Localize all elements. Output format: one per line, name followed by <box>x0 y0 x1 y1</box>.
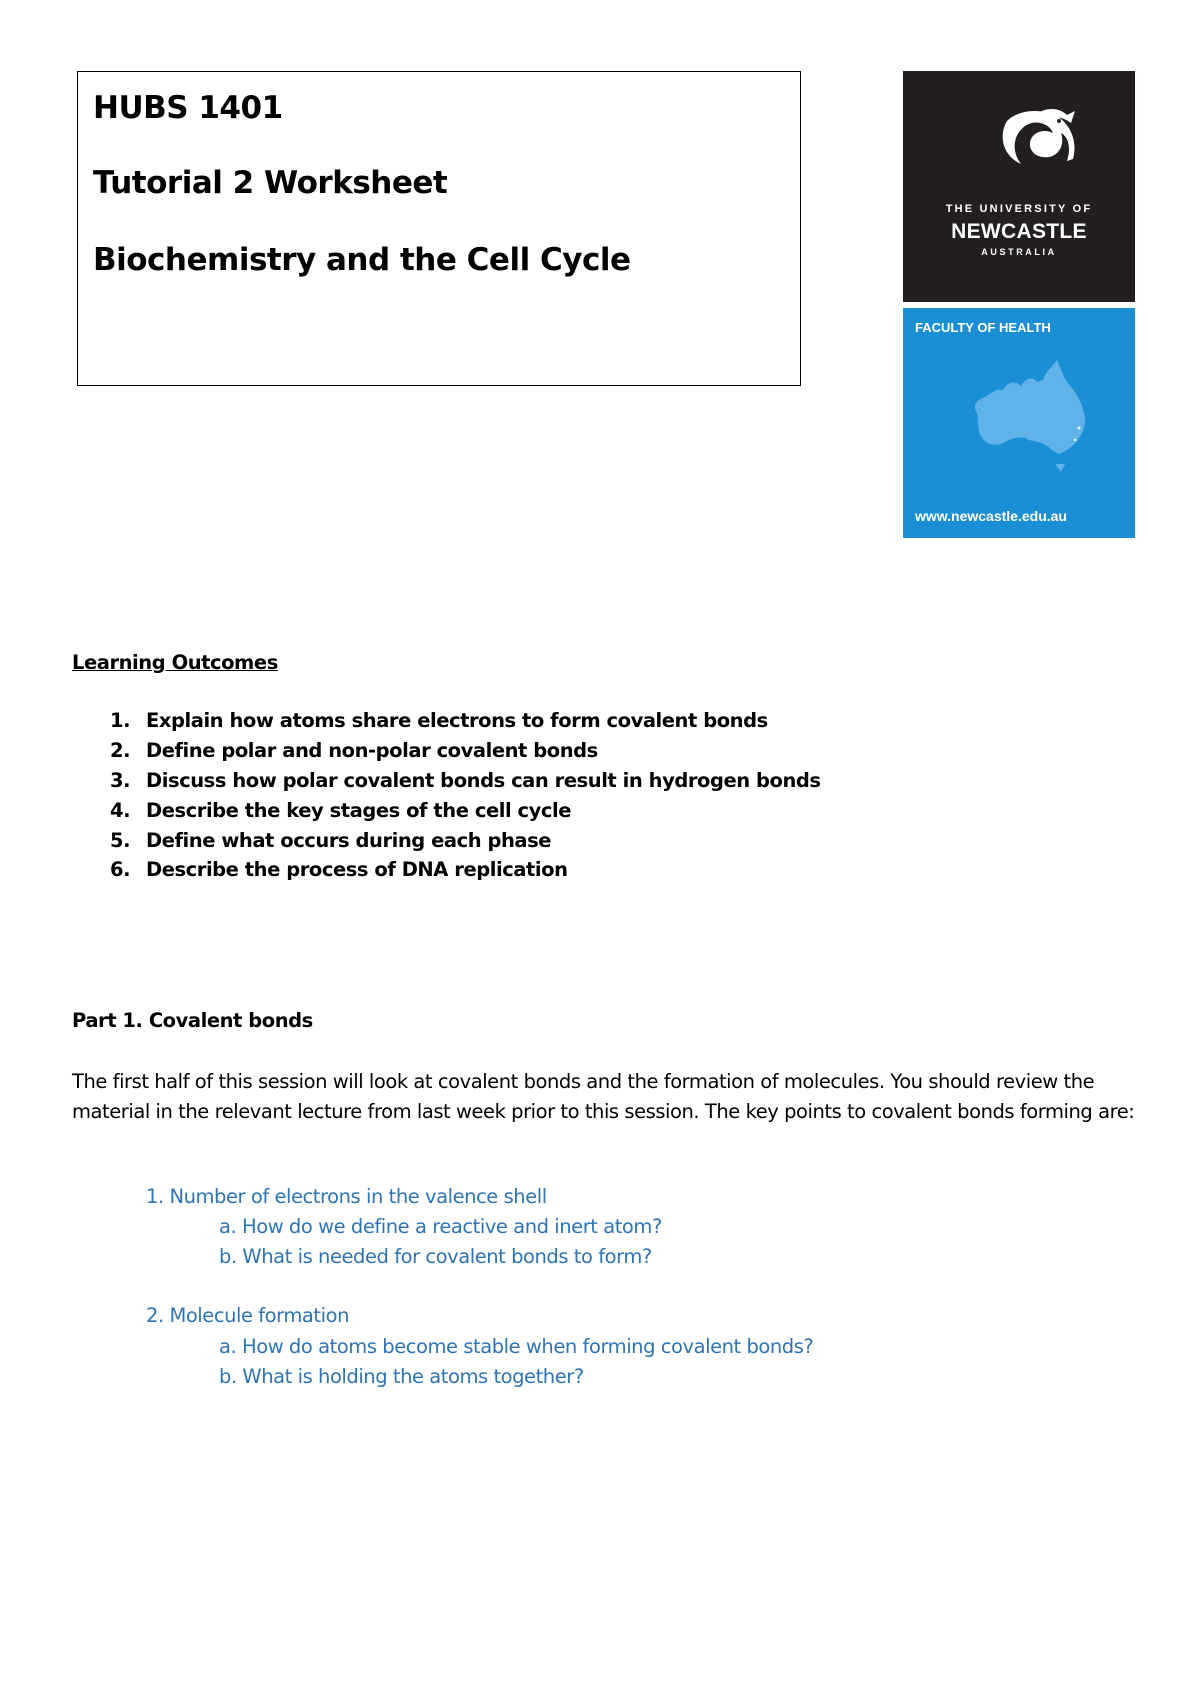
outcome-item <box>110 858 568 881</box>
outcome-text: Describe the process of DNA replication <box>146 858 568 881</box>
outcome-text: Define what occurs during each phase <box>146 829 552 852</box>
outcome-text: Define polar and non-polar covalent bonds <box>146 739 598 762</box>
key-point-question: a. How do atoms become stable when forming covalent bonds? <box>219 1335 814 1358</box>
university-logo <box>903 71 1135 302</box>
part1-heading: Part 1. Covalent bonds <box>72 1009 313 1032</box>
key-point-question: a. How do we define a reactive and inert atom? <box>219 1215 662 1238</box>
outcome-number: 5. <box>110 829 131 852</box>
university-country: AUSTRALIA <box>981 247 1057 257</box>
outcome-number: 2. <box>110 739 131 762</box>
university-prefix: THE UNIVERSITY OF <box>945 203 1093 215</box>
outcome-text: Discuss how polar covalent bonds can result in hydrogen bonds <box>146 769 821 792</box>
outcome-number: 3. <box>110 769 131 792</box>
learning-outcomes-heading: Learning Outcomes <box>72 651 278 674</box>
outcome-number: 6. <box>110 858 131 881</box>
university-name: NEWCASTLE <box>951 220 1087 243</box>
outcome-item <box>110 769 821 792</box>
key-point-question: b. What is holding the atoms together? <box>219 1365 584 1388</box>
key-point-title: 2. Molecule formation <box>146 1304 349 1327</box>
outcome-item <box>110 709 768 732</box>
outcome-item <box>110 799 571 822</box>
key-point-question: b. What is needed for covalent bonds to form? <box>219 1245 652 1268</box>
website-url: www.newcastle.edu.au <box>915 508 1067 524</box>
key-point-title: 1. Number of electrons in the valence shell <box>146 1185 547 1208</box>
outcome-text: Explain how atoms share electrons to form covalent bonds <box>146 709 768 732</box>
outcome-item <box>110 739 598 762</box>
topic-title: Biochemistry and the Cell Cycle <box>93 242 631 278</box>
seahorse-emblem-icon <box>903 71 1135 201</box>
course-code: HUBS 1401 <box>93 90 283 126</box>
outcome-number: 4. <box>110 799 131 822</box>
part1-intro-paragraph: The first half of this session will look at covalent bonds and the formation of molecules. You should review the material in the relevant lecture from last week prior to this session. The key points to covalent bonds forming are: <box>72 1070 1135 1123</box>
australia-map-icon <box>903 348 1135 498</box>
outcome-text: Describe the key stages of the cell cycle <box>146 799 572 822</box>
outcome-item <box>110 829 551 852</box>
title-box <box>77 71 801 386</box>
faculty-label: FACULTY OF HEALTH <box>915 320 1051 335</box>
outcome-number: 1. <box>110 709 131 732</box>
faculty-panel <box>903 308 1135 538</box>
worksheet-title: Tutorial 2 Worksheet <box>93 165 448 201</box>
